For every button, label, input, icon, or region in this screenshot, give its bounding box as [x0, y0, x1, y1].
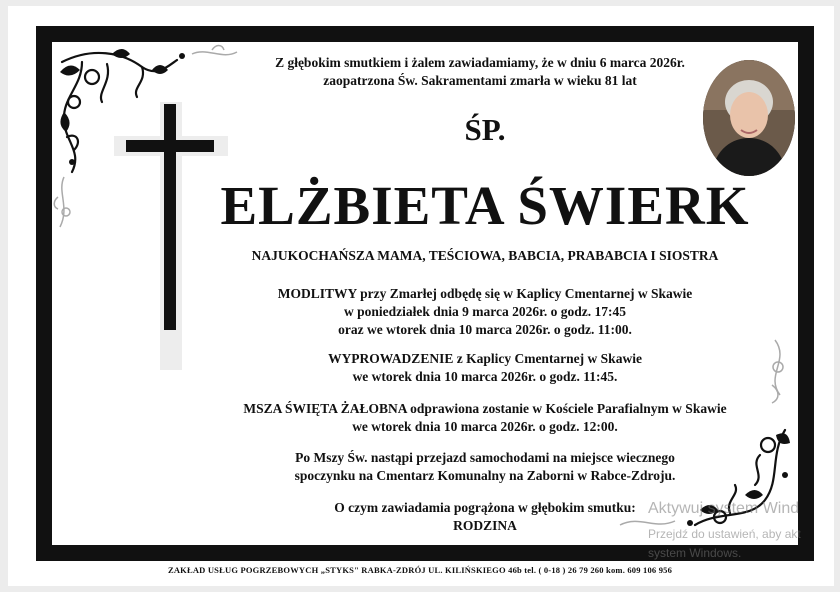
- procession-block: [190, 350, 780, 386]
- prayers-line: MODLITWY przy Zmarłej odbędę się w Kaplicy Cmentarnej w Skawie: [277, 286, 693, 301]
- prayers-line: oraz we wtorek dnia 10 marca 2026r. o godz. 11:00.: [338, 322, 632, 337]
- intro-line: Z głębokim smutkiem i żalem zawiadamiamy, że w dniu 6 marca 2026r.: [275, 55, 685, 70]
- mass-line: MSZA ŚWIĘTA ŻAŁOBNA odprawiona zostanie w Kościele Parafialnym w Skawie: [243, 401, 727, 416]
- burial-line: Po Mszy Św. nastąpi przejazd samochodami na miejsce wiecznego: [295, 450, 675, 465]
- prefix-sp: ŚP.: [464, 112, 506, 147]
- funeral-home-footer: ZAKŁAD USŁUG POGRZEBOWYCH „STYKS" RABKA-ZDRÓJ UL. KILIŃSKIEGO 46b tel. ( 0-18 ) 26 79 260 kom. 609 106 956: [167, 565, 673, 575]
- deceased-name: ELŻBIETA ŚWIERK: [220, 175, 750, 236]
- procession-line: WYPROWADZENIE z Kaplicy Cmentarnej w Skawie: [328, 351, 642, 366]
- windows-activation-subtitle: system Windows.: [648, 546, 742, 560]
- intro-line: zaopatrzona Św. Sakramentami zmarła w wieku 81 lat: [323, 73, 637, 88]
- intro-text: [190, 54, 770, 90]
- windows-activation-subtitle: Przejdź do ustawień, aby akt: [648, 527, 801, 541]
- prayers-line: w poniedziałek dnia 9 marca 2026r. o godz. 17:45: [343, 304, 626, 319]
- burial-block: [190, 449, 780, 485]
- windows-activation-title: Aktywuj system Wind: [648, 500, 800, 517]
- closing-line: O czym zawiadamia pogrążona w głębokim smutku:: [334, 500, 636, 515]
- relation-line: NAJUKOCHAŃSZA MAMA, TEŚCIOWA, BABCIA, PRABABCIA I SIOSTRA: [251, 248, 719, 263]
- burial-line: spoczynku na Cmentarz Komunalny na Zaborni w Rabce-Zdroju.: [294, 468, 676, 483]
- family-signature: RODZINA: [453, 518, 517, 533]
- mass-block: [190, 400, 780, 436]
- mass-line: we wtorek dnia 10 marca 2026r. o godz. 12:00.: [352, 419, 618, 434]
- prayers-block: [190, 285, 780, 339]
- procession-line: we wtorek dnia 10 marca 2026r. o godz. 11:45.: [352, 369, 618, 384]
